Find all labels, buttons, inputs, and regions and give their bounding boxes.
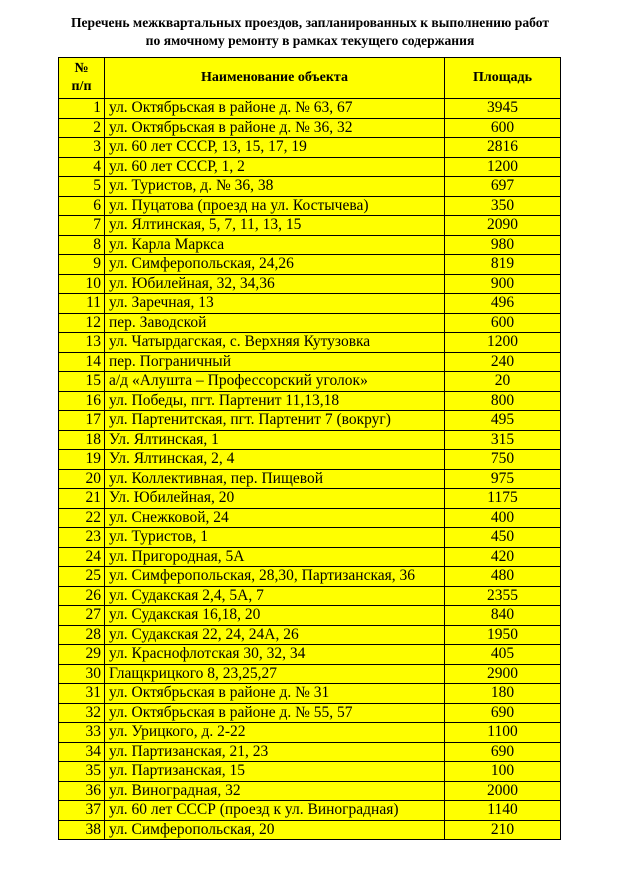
area-value: 1175 (445, 489, 561, 509)
area-value: 405 (445, 645, 561, 665)
header-number-symbol: № (74, 61, 89, 76)
table-row (59, 469, 561, 489)
row-number: 3 (59, 138, 105, 158)
table-row (59, 138, 561, 158)
table-row (59, 333, 561, 353)
row-number: 10 (59, 274, 105, 294)
area-value: 819 (445, 255, 561, 275)
area-value: 400 (445, 508, 561, 528)
area-value: 240 (445, 352, 561, 372)
row-number: 32 (59, 703, 105, 723)
object-name: ул. Судакская 16,18, 20 (105, 606, 445, 626)
object-name: ул. 60 лет СССР, 13, 15, 17, 19 (105, 138, 445, 158)
row-number: 33 (59, 723, 105, 743)
row-number: 29 (59, 645, 105, 665)
table-row (59, 820, 561, 840)
row-number: 14 (59, 352, 105, 372)
area-value: 690 (445, 703, 561, 723)
row-number: 38 (59, 820, 105, 840)
header-number-abbr: п/п (71, 79, 92, 94)
table-body (59, 99, 561, 840)
object-name: ул. Судакская 22, 24, 24А, 26 (105, 625, 445, 645)
object-name: ул. Пригородная, 5А (105, 547, 445, 567)
row-number: 25 (59, 567, 105, 587)
object-name: ул. 60 лет СССР, 1, 2 (105, 157, 445, 177)
row-number: 21 (59, 489, 105, 509)
object-name: пер. Пограничный (105, 352, 445, 372)
area-value: 496 (445, 294, 561, 314)
object-name: ул. Октябрьская в районе д. № 31 (105, 684, 445, 704)
object-name: ул. Снежковой, 24 (105, 508, 445, 528)
table-row (59, 313, 561, 333)
area-value: 350 (445, 196, 561, 216)
area-value: 100 (445, 762, 561, 782)
table-row (59, 372, 561, 392)
table-row (59, 684, 561, 704)
row-number: 12 (59, 313, 105, 333)
table-row (59, 606, 561, 626)
area-value: 495 (445, 411, 561, 431)
area-value: 600 (445, 313, 561, 333)
object-name: ул. Симферопольская, 20 (105, 820, 445, 840)
table-row (59, 742, 561, 762)
row-number: 34 (59, 742, 105, 762)
row-number: 37 (59, 801, 105, 821)
object-name: ул. Партизанская, 21, 23 (105, 742, 445, 762)
object-name: ул. Партизанская, 15 (105, 762, 445, 782)
row-number: 17 (59, 411, 105, 431)
object-name: Ул. Ялтинская, 2, 4 (105, 450, 445, 470)
area-value: 1100 (445, 723, 561, 743)
object-name: а/д «Алушта – Профессорский уголок» (105, 372, 445, 392)
object-name: ул. Симферопольская, 28,30, Партизанская, 36 (105, 567, 445, 587)
object-name: ул. Партенитская, пгт. Партенит 7 (вокруг) (105, 411, 445, 431)
object-name: ул. Коллективная, пер. Пищевой (105, 469, 445, 489)
object-name: ул. Туристов, д. № 36, 38 (105, 177, 445, 197)
row-number: 22 (59, 508, 105, 528)
object-name: ул. Урицкого, д. 2-22 (105, 723, 445, 743)
object-name: ул. Чатырдагская, с. Верхняя Кутузовка (105, 333, 445, 353)
table-row (59, 216, 561, 236)
area-value: 480 (445, 567, 561, 587)
area-value: 315 (445, 430, 561, 450)
row-number: 23 (59, 528, 105, 548)
table-row (59, 235, 561, 255)
row-number: 31 (59, 684, 105, 704)
area-value: 975 (445, 469, 561, 489)
table-row (59, 352, 561, 372)
object-name: Глащкрицкого 8, 23,25,27 (105, 664, 445, 684)
row-number: 15 (59, 372, 105, 392)
header-object-name: Наименование объекта (105, 58, 445, 99)
table-row (59, 196, 561, 216)
row-number: 16 (59, 391, 105, 411)
area-value: 210 (445, 820, 561, 840)
object-name: ул. 60 лет СССР (проезд к ул. Виноградная) (105, 801, 445, 821)
object-name: Ул. Ялтинская, 1 (105, 430, 445, 450)
row-number: 11 (59, 294, 105, 314)
area-value: 20 (445, 372, 561, 392)
row-number: 7 (59, 216, 105, 236)
area-value: 180 (445, 684, 561, 704)
area-value: 690 (445, 742, 561, 762)
area-value: 450 (445, 528, 561, 548)
header-number (59, 58, 105, 99)
table-row (59, 391, 561, 411)
table-row (59, 625, 561, 645)
table-row (59, 157, 561, 177)
table-row (59, 528, 561, 548)
table-row (59, 664, 561, 684)
row-number: 5 (59, 177, 105, 197)
area-value: 1200 (445, 157, 561, 177)
table-row (59, 567, 561, 587)
table-row (59, 411, 561, 431)
table-row (59, 723, 561, 743)
table-row (59, 645, 561, 665)
area-value: 980 (445, 235, 561, 255)
object-name: Ул. Юбилейная, 20 (105, 489, 445, 509)
row-number: 13 (59, 333, 105, 353)
table-row (59, 274, 561, 294)
object-name: ул. Октябрьская в районе д. № 36, 32 (105, 118, 445, 138)
row-number: 1 (59, 99, 105, 119)
table-row (59, 703, 561, 723)
area-value: 840 (445, 606, 561, 626)
row-number: 18 (59, 430, 105, 450)
table-row (59, 586, 561, 606)
area-value: 1950 (445, 625, 561, 645)
row-number: 8 (59, 235, 105, 255)
object-name: ул. Победы, пгт. Партенит 11,13,18 (105, 391, 445, 411)
area-value: 420 (445, 547, 561, 567)
area-value: 800 (445, 391, 561, 411)
row-number: 27 (59, 606, 105, 626)
header-area: Площадь (445, 58, 561, 99)
object-name: ул. Ялтинская, 5, 7, 11, 13, 15 (105, 216, 445, 236)
object-name: ул. Октябрьская в районе д. № 63, 67 (105, 99, 445, 119)
document-title (20, 14, 600, 50)
objects-table (58, 57, 561, 840)
area-value: 2816 (445, 138, 561, 158)
row-number: 30 (59, 664, 105, 684)
area-value: 2355 (445, 586, 561, 606)
table-row (59, 489, 561, 509)
row-number: 20 (59, 469, 105, 489)
object-name: ул. Юбилейная, 32, 34,36 (105, 274, 445, 294)
area-value: 900 (445, 274, 561, 294)
area-value: 750 (445, 450, 561, 470)
object-name: пер. Заводской (105, 313, 445, 333)
row-number: 2 (59, 118, 105, 138)
row-number: 24 (59, 547, 105, 567)
object-name: ул. Симферопольская, 24,26 (105, 255, 445, 275)
area-value: 2000 (445, 781, 561, 801)
object-name: ул. Краснофлотская 30, 32, 34 (105, 645, 445, 665)
area-value: 1140 (445, 801, 561, 821)
table-row (59, 781, 561, 801)
title-line-1: Перечень межквартальных проездов, запланированных к выполнению работ (70, 15, 550, 30)
area-value: 3945 (445, 99, 561, 119)
title-line-2: по ямочному ремонту в рамках текущего содержания (145, 33, 475, 48)
object-name: ул. Октябрьская в районе д. № 55, 57 (105, 703, 445, 723)
row-number: 28 (59, 625, 105, 645)
area-value: 2900 (445, 664, 561, 684)
row-number: 9 (59, 255, 105, 275)
object-name: ул. Пуцатова (проезд на ул. Костычева) (105, 196, 445, 216)
area-value: 697 (445, 177, 561, 197)
object-name: ул. Карла Маркса (105, 235, 445, 255)
table-row (59, 508, 561, 528)
table-row (59, 430, 561, 450)
row-number: 26 (59, 586, 105, 606)
table-row (59, 177, 561, 197)
table-header-row (59, 58, 561, 99)
area-value: 2090 (445, 216, 561, 236)
table-row (59, 294, 561, 314)
area-value: 600 (445, 118, 561, 138)
object-name: ул. Туристов, 1 (105, 528, 445, 548)
row-number: 19 (59, 450, 105, 470)
table-row (59, 801, 561, 821)
object-name: ул. Заречная, 13 (105, 294, 445, 314)
row-number: 35 (59, 762, 105, 782)
table-row (59, 762, 561, 782)
table-row (59, 255, 561, 275)
table-row (59, 118, 561, 138)
table-row (59, 99, 561, 119)
table-row (59, 547, 561, 567)
object-name: ул. Судакская 2,4, 5А, 7 (105, 586, 445, 606)
row-number: 36 (59, 781, 105, 801)
object-name: ул. Виноградная, 32 (105, 781, 445, 801)
table-row (59, 450, 561, 470)
area-value: 1200 (445, 333, 561, 353)
row-number: 4 (59, 157, 105, 177)
row-number: 6 (59, 196, 105, 216)
